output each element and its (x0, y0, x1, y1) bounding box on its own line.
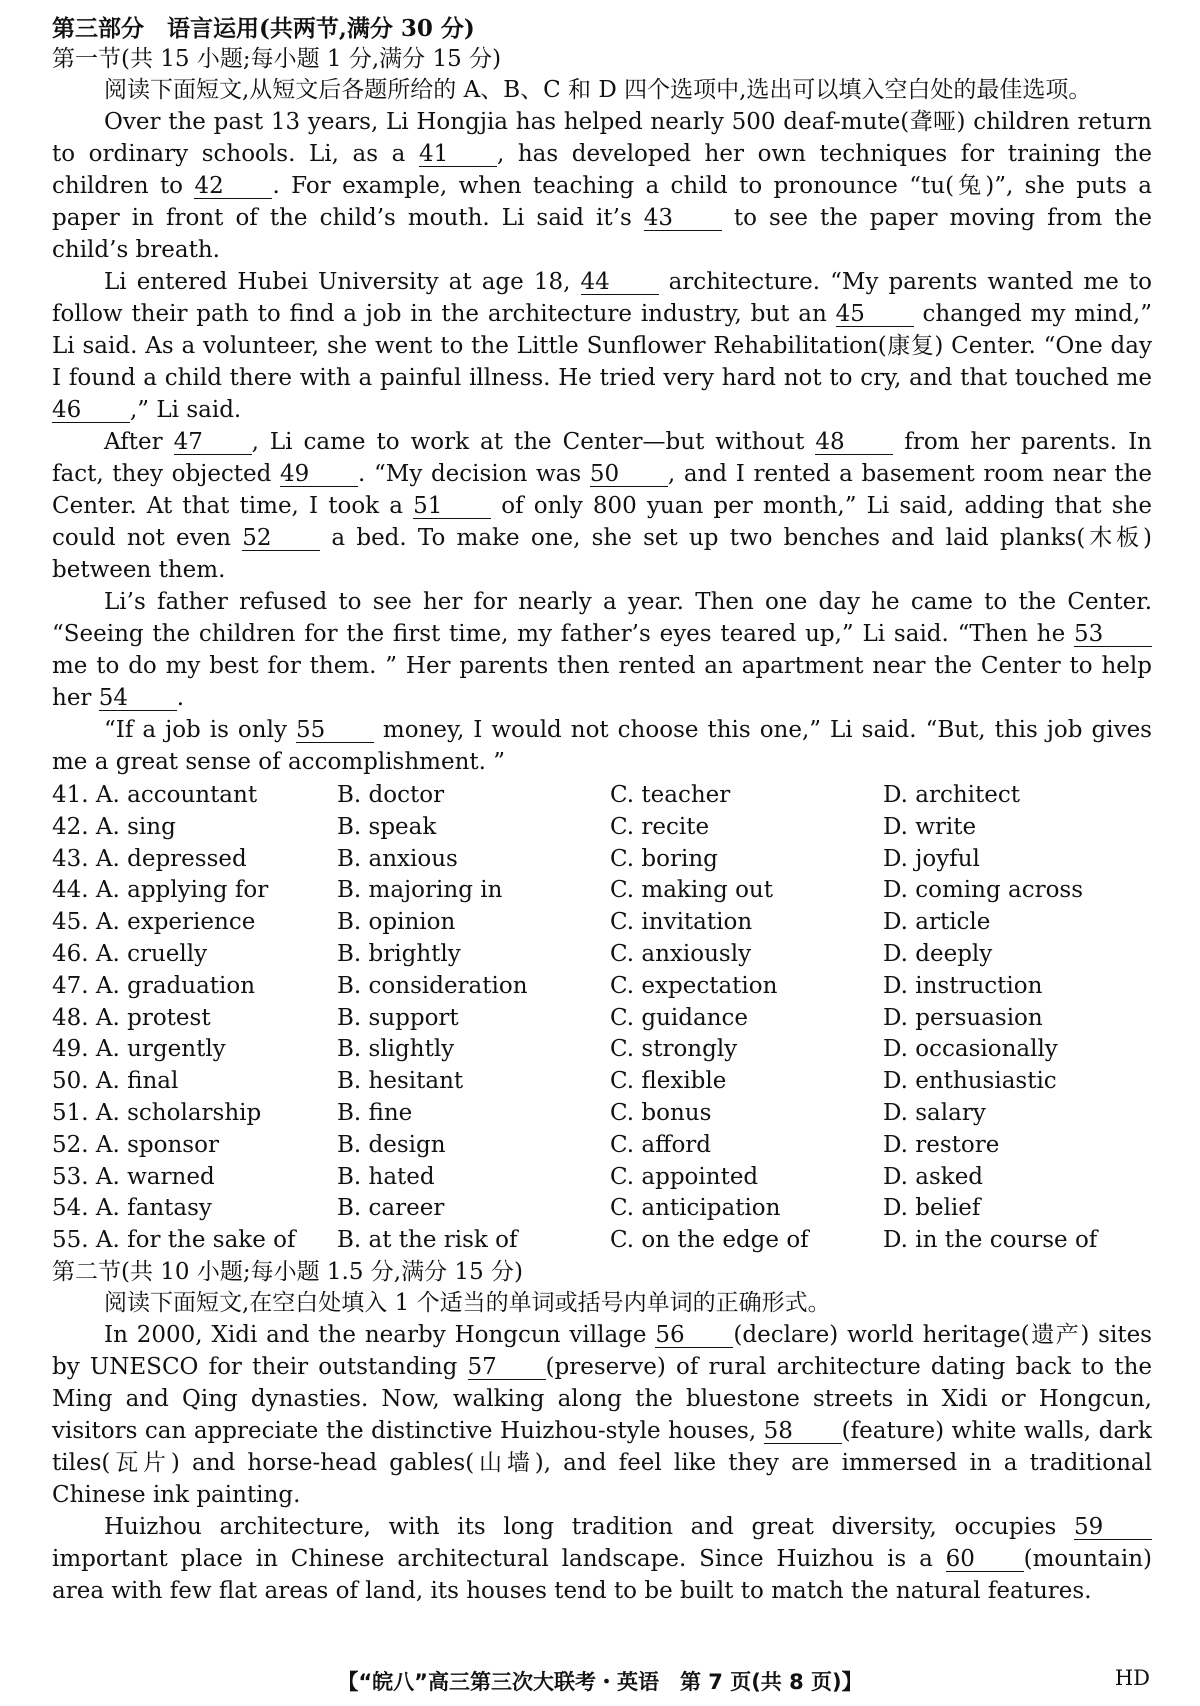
text: changed my mind,” Li said. As a volunteer, she went to the Little Sunflower Rehabilitation(康复) Center. “One day I found a child there with a painful illness. He tried very hard not to cry, and that touched me (52, 301, 1152, 391)
text: ,” Li said. (130, 397, 242, 423)
blank-51: 51 (413, 494, 491, 519)
option-a: 50. A. final (52, 1068, 179, 1095)
blank-58: 58 (764, 1419, 842, 1444)
option-a: 47. A. graduation (52, 972, 256, 999)
section2-title: 第二节(共 10 小题;每小题 1.5 分,满分 15 分) (52, 1258, 523, 1285)
text: money, I would not choose this one,” Li said. “But, this job gives me a great sense of accomplishment. ” (52, 717, 1152, 775)
text: of only 800 yuan per month,” Li said, adding that she could not even (52, 493, 1152, 551)
section2-instruction: 阅读下面短文,在空白处填入 1 个适当的单词或括号内单词的正确形式。 (104, 1289, 831, 1316)
option-c: C. appointed (610, 1163, 759, 1190)
blank-42: 42 (194, 174, 272, 199)
option-b: B. hesitant (337, 1068, 464, 1095)
option-c: C. guidance (610, 1004, 749, 1031)
text: After (104, 429, 174, 455)
option-c: C. on the edge of (610, 1227, 809, 1254)
option-c: C. making out (610, 877, 773, 904)
option-b: B. design (337, 1131, 446, 1158)
blank-47: 47 (174, 430, 252, 455)
blank-55: 55 (296, 718, 374, 743)
option-b: B. at the risk of (337, 1227, 518, 1254)
option-row-46 (52, 939, 1152, 971)
footer-code: HD (1114, 1666, 1150, 1690)
text: Li entered Hubei University at age 18, (104, 269, 581, 295)
text: (preserve) of rural architecture dating back to the Ming and Qing dynasties. Now, walking along the bluestone streets in Xidi or Hongcun, visitors can appreciate the distinctive Huizhou-style houses, (52, 1353, 1152, 1444)
option-b: B. doctor (337, 782, 445, 808)
option-c: C. boring (610, 845, 718, 872)
option-c: C. recite (610, 813, 710, 840)
blank-49: 49 (280, 462, 358, 487)
passage-paragraph-5 (52, 714, 1152, 778)
option-row-47 (52, 971, 1152, 1003)
text: me to do my best for them. ” Her parents then rented an apartment near the Center to help her (52, 653, 1152, 711)
text: , and I rented a basement room near the Center. At that time, I took a (52, 461, 1153, 519)
blank-41: 41 (419, 142, 497, 167)
passage-paragraph-3 (52, 426, 1152, 586)
option-row-48 (52, 1003, 1152, 1035)
option-row-41 (52, 780, 1152, 812)
option-a: 41. A. accountant (52, 782, 258, 808)
option-row-52 (52, 1130, 1152, 1162)
option-b: B. hated (337, 1163, 435, 1190)
option-c: C. bonus (610, 1099, 712, 1126)
section1-instruction: 阅读下面短文,从短文后各题所给的 A、B、C 和 D 四个选项中,选出可以填入空白处的最佳选项。 (104, 77, 1092, 103)
option-d: D. architect (883, 782, 1020, 808)
text: In 2000, Xidi and the nearby Hongcun village (104, 1321, 656, 1348)
option-a: 52. A. sponsor (52, 1131, 219, 1158)
option-d: D. article (883, 909, 991, 936)
text: architecture. “My parents wanted me to follow their path to find a job in the architecture industry, but an (52, 269, 1152, 327)
page-footer: 【“皖八”高三第三次大联考・英语 第 7 页(共 8 页)】 (337, 1670, 863, 1694)
section1-title: 第一节(共 15 小题;每小题 1 分,满分 15 分) (52, 46, 502, 72)
option-d: D. persuasion (883, 1004, 1043, 1031)
option-row-45 (52, 907, 1152, 939)
option-b: B. brightly (337, 940, 461, 967)
text: a bed. To make one, she set up two benches and laid planks(木板) between them. (52, 525, 1152, 583)
text: , has developed her own techniques for training the children to (52, 141, 1152, 199)
blank-50: 50 (590, 462, 668, 487)
text: “If a job is only (104, 717, 296, 743)
text: (declare) world heritage(遗产) sites by UNESCO for their outstanding (52, 1321, 1152, 1380)
option-row-55 (52, 1225, 1152, 1257)
option-c: C. invitation (610, 909, 753, 936)
blank-59: 59 (1074, 1515, 1152, 1540)
option-d: D. instruction (883, 972, 1043, 999)
option-b: B. slightly (337, 1036, 455, 1063)
option-b: B. opinion (337, 909, 456, 936)
option-d: D. deeply (883, 940, 993, 967)
option-row-53 (52, 1162, 1152, 1194)
option-b: B. anxious (337, 845, 458, 872)
text: (mountain) area with few flat areas of land, its houses tend to be built to match the natural features. (52, 1545, 1152, 1604)
option-a: 43. A. depressed (52, 845, 247, 872)
blank-54: 54 (99, 686, 177, 711)
options-table (52, 780, 1152, 1257)
text: . (176, 685, 185, 711)
option-row-54 (52, 1193, 1152, 1225)
text: . For example, when teaching a child to pronounce “tu(兔)”, she puts a paper in front of the child’s mouth. Li said it’s (52, 173, 1152, 231)
passage-paragraph-2 (52, 266, 1152, 426)
text: Li’s father refused to see her for nearly a year. Then one day he came to the Center. “Seeing the children for the first time, my father’s eyes teared up,” Li said. “Then he (52, 589, 1152, 647)
option-b: B. consideration (337, 972, 528, 999)
option-b: B. fine (337, 1099, 413, 1126)
section2-paragraph-2 (52, 1511, 1152, 1607)
option-d: D. enthusiastic (883, 1068, 1057, 1095)
passage-paragraph-1 (52, 106, 1152, 266)
option-a: 48. A. protest (52, 1004, 211, 1031)
option-c: C. expectation (610, 972, 778, 999)
option-a: 51. A. scholarship (52, 1099, 262, 1126)
blank-48: 48 (815, 430, 893, 455)
option-d: D. salary (883, 1099, 986, 1126)
blank-57: 57 (468, 1355, 546, 1380)
blank-52: 52 (242, 526, 320, 551)
option-d: D. coming across (883, 877, 1084, 904)
text: to see the paper moving from the child’s breath. (52, 205, 1152, 263)
option-a: 54. A. fantasy (52, 1195, 212, 1222)
option-a: 44. A. applying for (52, 877, 269, 904)
text: (feature) white walls, dark tiles(瓦片) and horse-head gables(山墙), and feel like they are immersed in a traditional Chinese ink painting. (52, 1417, 1152, 1508)
option-row-44 (52, 875, 1152, 907)
option-d: D. occasionally (883, 1036, 1058, 1063)
option-d: D. write (883, 813, 977, 840)
option-a: 45. A. experience (52, 909, 256, 936)
option-b: B. career (337, 1195, 445, 1222)
blank-53: 53 (1074, 622, 1152, 647)
option-d: D. belief (883, 1195, 981, 1222)
text: important place in Chinese architectural landscape. Since Huizhou is a (52, 1545, 946, 1572)
section2-paragraph-1 (52, 1319, 1152, 1511)
text: , Li came to work at the Center—but without (251, 429, 816, 455)
option-row-51 (52, 1098, 1152, 1130)
blank-60: 60 (946, 1547, 1024, 1572)
blank-44: 44 (581, 270, 659, 295)
option-c: C. strongly (610, 1036, 738, 1063)
text: Huizhou architecture, with its long tradition and great diversity, occupies (104, 1513, 1074, 1540)
text: from her parents. In fact, they objected (52, 429, 1152, 487)
option-d: D. joyful (883, 845, 980, 872)
blank-46: 46 (52, 398, 130, 423)
option-d: D. asked (883, 1163, 984, 1190)
text: Over the past 13 years, Li Hongjia has helped nearly 500 deaf-mute(聋哑) children return to ordinary schools. Li, as a (52, 109, 1152, 167)
option-b: B. support (337, 1004, 459, 1031)
option-d: D. in the course of (883, 1227, 1098, 1254)
option-row-42 (52, 812, 1152, 844)
passage-paragraph-4 (52, 586, 1152, 714)
option-b: B. majoring in (337, 877, 503, 904)
option-row-43 (52, 844, 1152, 876)
option-c: C. flexible (610, 1068, 727, 1095)
exam-page (52, 14, 1152, 1607)
blank-56: 56 (655, 1323, 733, 1348)
option-c: C. teacher (610, 782, 731, 808)
text: . “My decision was (358, 461, 590, 487)
option-d: D. restore (883, 1131, 1000, 1158)
blank-43: 43 (644, 206, 722, 231)
option-a: 49. A. urgently (52, 1036, 226, 1063)
part-title: 第三部分 语言运用(共两节,满分 30 分) (52, 15, 475, 42)
option-c: C. anxiously (610, 940, 752, 967)
option-c: C. anticipation (610, 1195, 781, 1222)
option-a: 46. A. cruelly (52, 940, 208, 967)
option-b: B. speak (337, 813, 437, 840)
option-c: C. afford (610, 1131, 712, 1158)
option-row-49 (52, 1034, 1152, 1066)
option-row-50 (52, 1066, 1152, 1098)
option-a: 53. A. warned (52, 1163, 215, 1190)
blank-45: 45 (836, 302, 914, 327)
option-a: 55. A. for the sake of (52, 1227, 296, 1254)
option-a: 42. A. sing (52, 813, 176, 840)
